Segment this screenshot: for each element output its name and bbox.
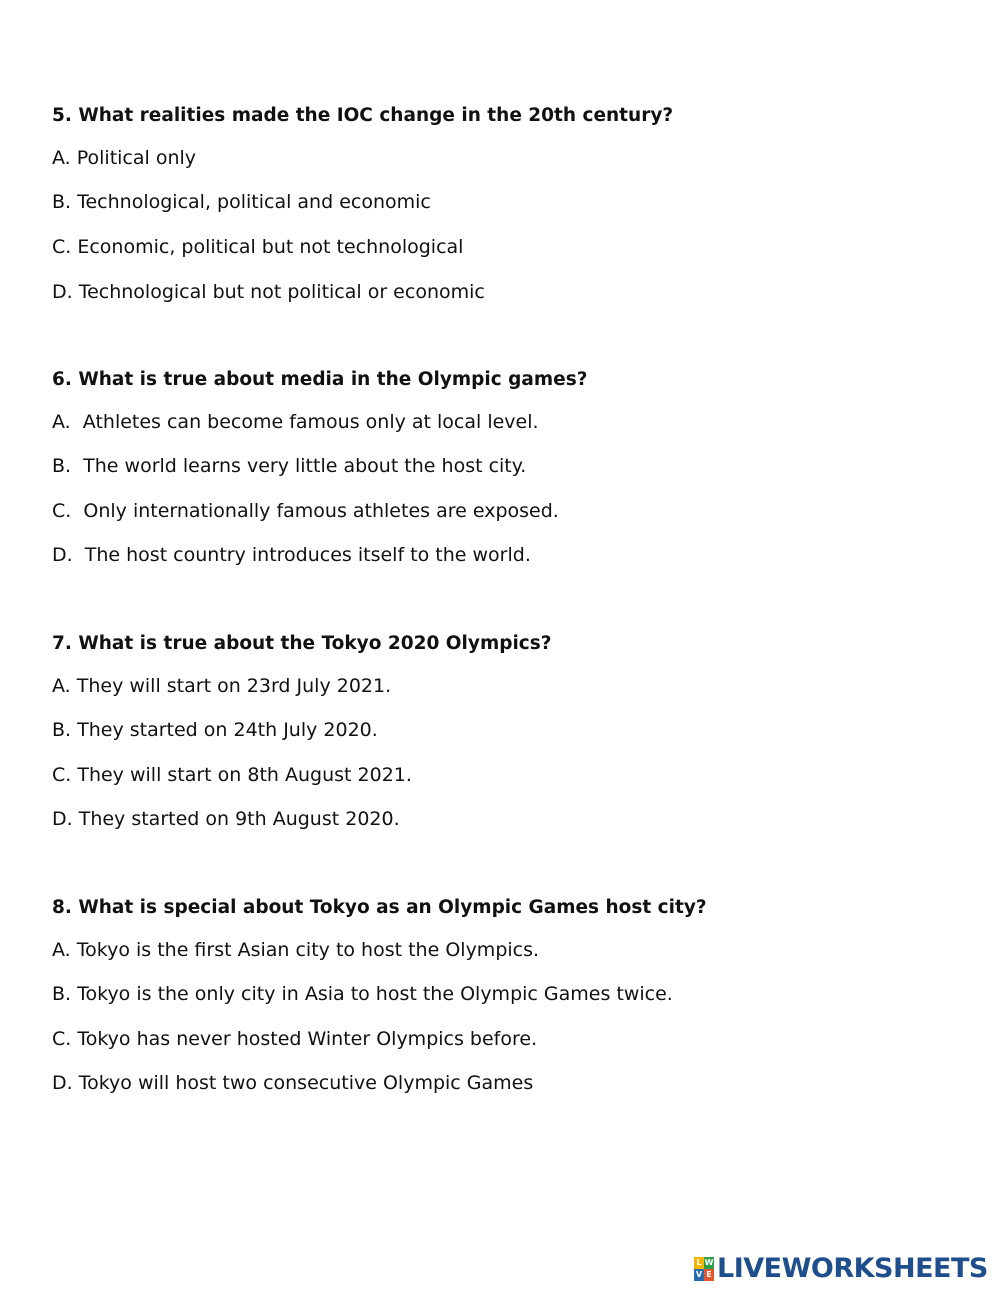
question-8	[52, 897, 952, 1094]
answer-option[interactable]: A. Political only	[52, 147, 197, 169]
question-title: 7. What is true about the Tokyo 2020 Olympics?	[52, 633, 552, 654]
answer-option[interactable]: C. Economic, political but not technological	[52, 236, 464, 258]
logo-badge-letter: L	[694, 1257, 704, 1269]
logo-badge-letter: V	[695, 1270, 703, 1279]
question-title: 6. What is true about media in the Olympic games?	[52, 369, 588, 390]
answer-option[interactable]: B. The world learns very little about the host city.	[52, 455, 527, 477]
answer-option[interactable]: C. They will start on 8th August 2021.	[52, 764, 412, 786]
answer-option[interactable]: B. Tokyo is the only city in Asia to host the Olympic Games twice.	[52, 983, 673, 1005]
answer-option[interactable]: B. Technological, political and economic	[52, 191, 431, 213]
answer-option[interactable]: A. They will start on 23rd July 2021.	[52, 675, 392, 697]
answer-option[interactable]: D. The host country introduces itself to the world.	[52, 544, 531, 566]
logo-badge-letter: W	[704, 1258, 714, 1267]
question-title: 5. What realities made the IOC change in the 20th century?	[52, 105, 674, 126]
answer-option[interactable]: C. Tokyo has never hosted Winter Olympics before.	[52, 1028, 538, 1050]
logo-text: LIVEWORKSHEETS	[717, 1253, 988, 1284]
answer-option[interactable]: C. Only internationally famous athletes are exposed.	[52, 500, 559, 522]
question-5	[52, 105, 952, 303]
answer-option[interactable]: B. They started on 24th July 2020.	[52, 719, 378, 741]
question-title: 8. What is special about Tokyo as an Olympic Games host city?	[52, 897, 707, 918]
answer-option[interactable]: D. Tokyo will host two consecutive Olympic Games	[52, 1072, 534, 1094]
question-7	[52, 633, 952, 830]
answer-option[interactable]: D. They started on 9th August 2020.	[52, 808, 400, 830]
logo-badge-letter: E	[704, 1269, 714, 1281]
logo-badge-icon	[694, 1257, 714, 1281]
answer-option[interactable]: A. Athletes can become famous only at local level.	[52, 411, 539, 433]
question-6	[52, 369, 952, 566]
answer-option[interactable]: A. Tokyo is the first Asian city to host the Olympics.	[52, 939, 540, 961]
answer-option[interactable]: D. Technological but not political or economic	[52, 281, 485, 303]
liveworksheets-logo	[694, 1254, 988, 1284]
